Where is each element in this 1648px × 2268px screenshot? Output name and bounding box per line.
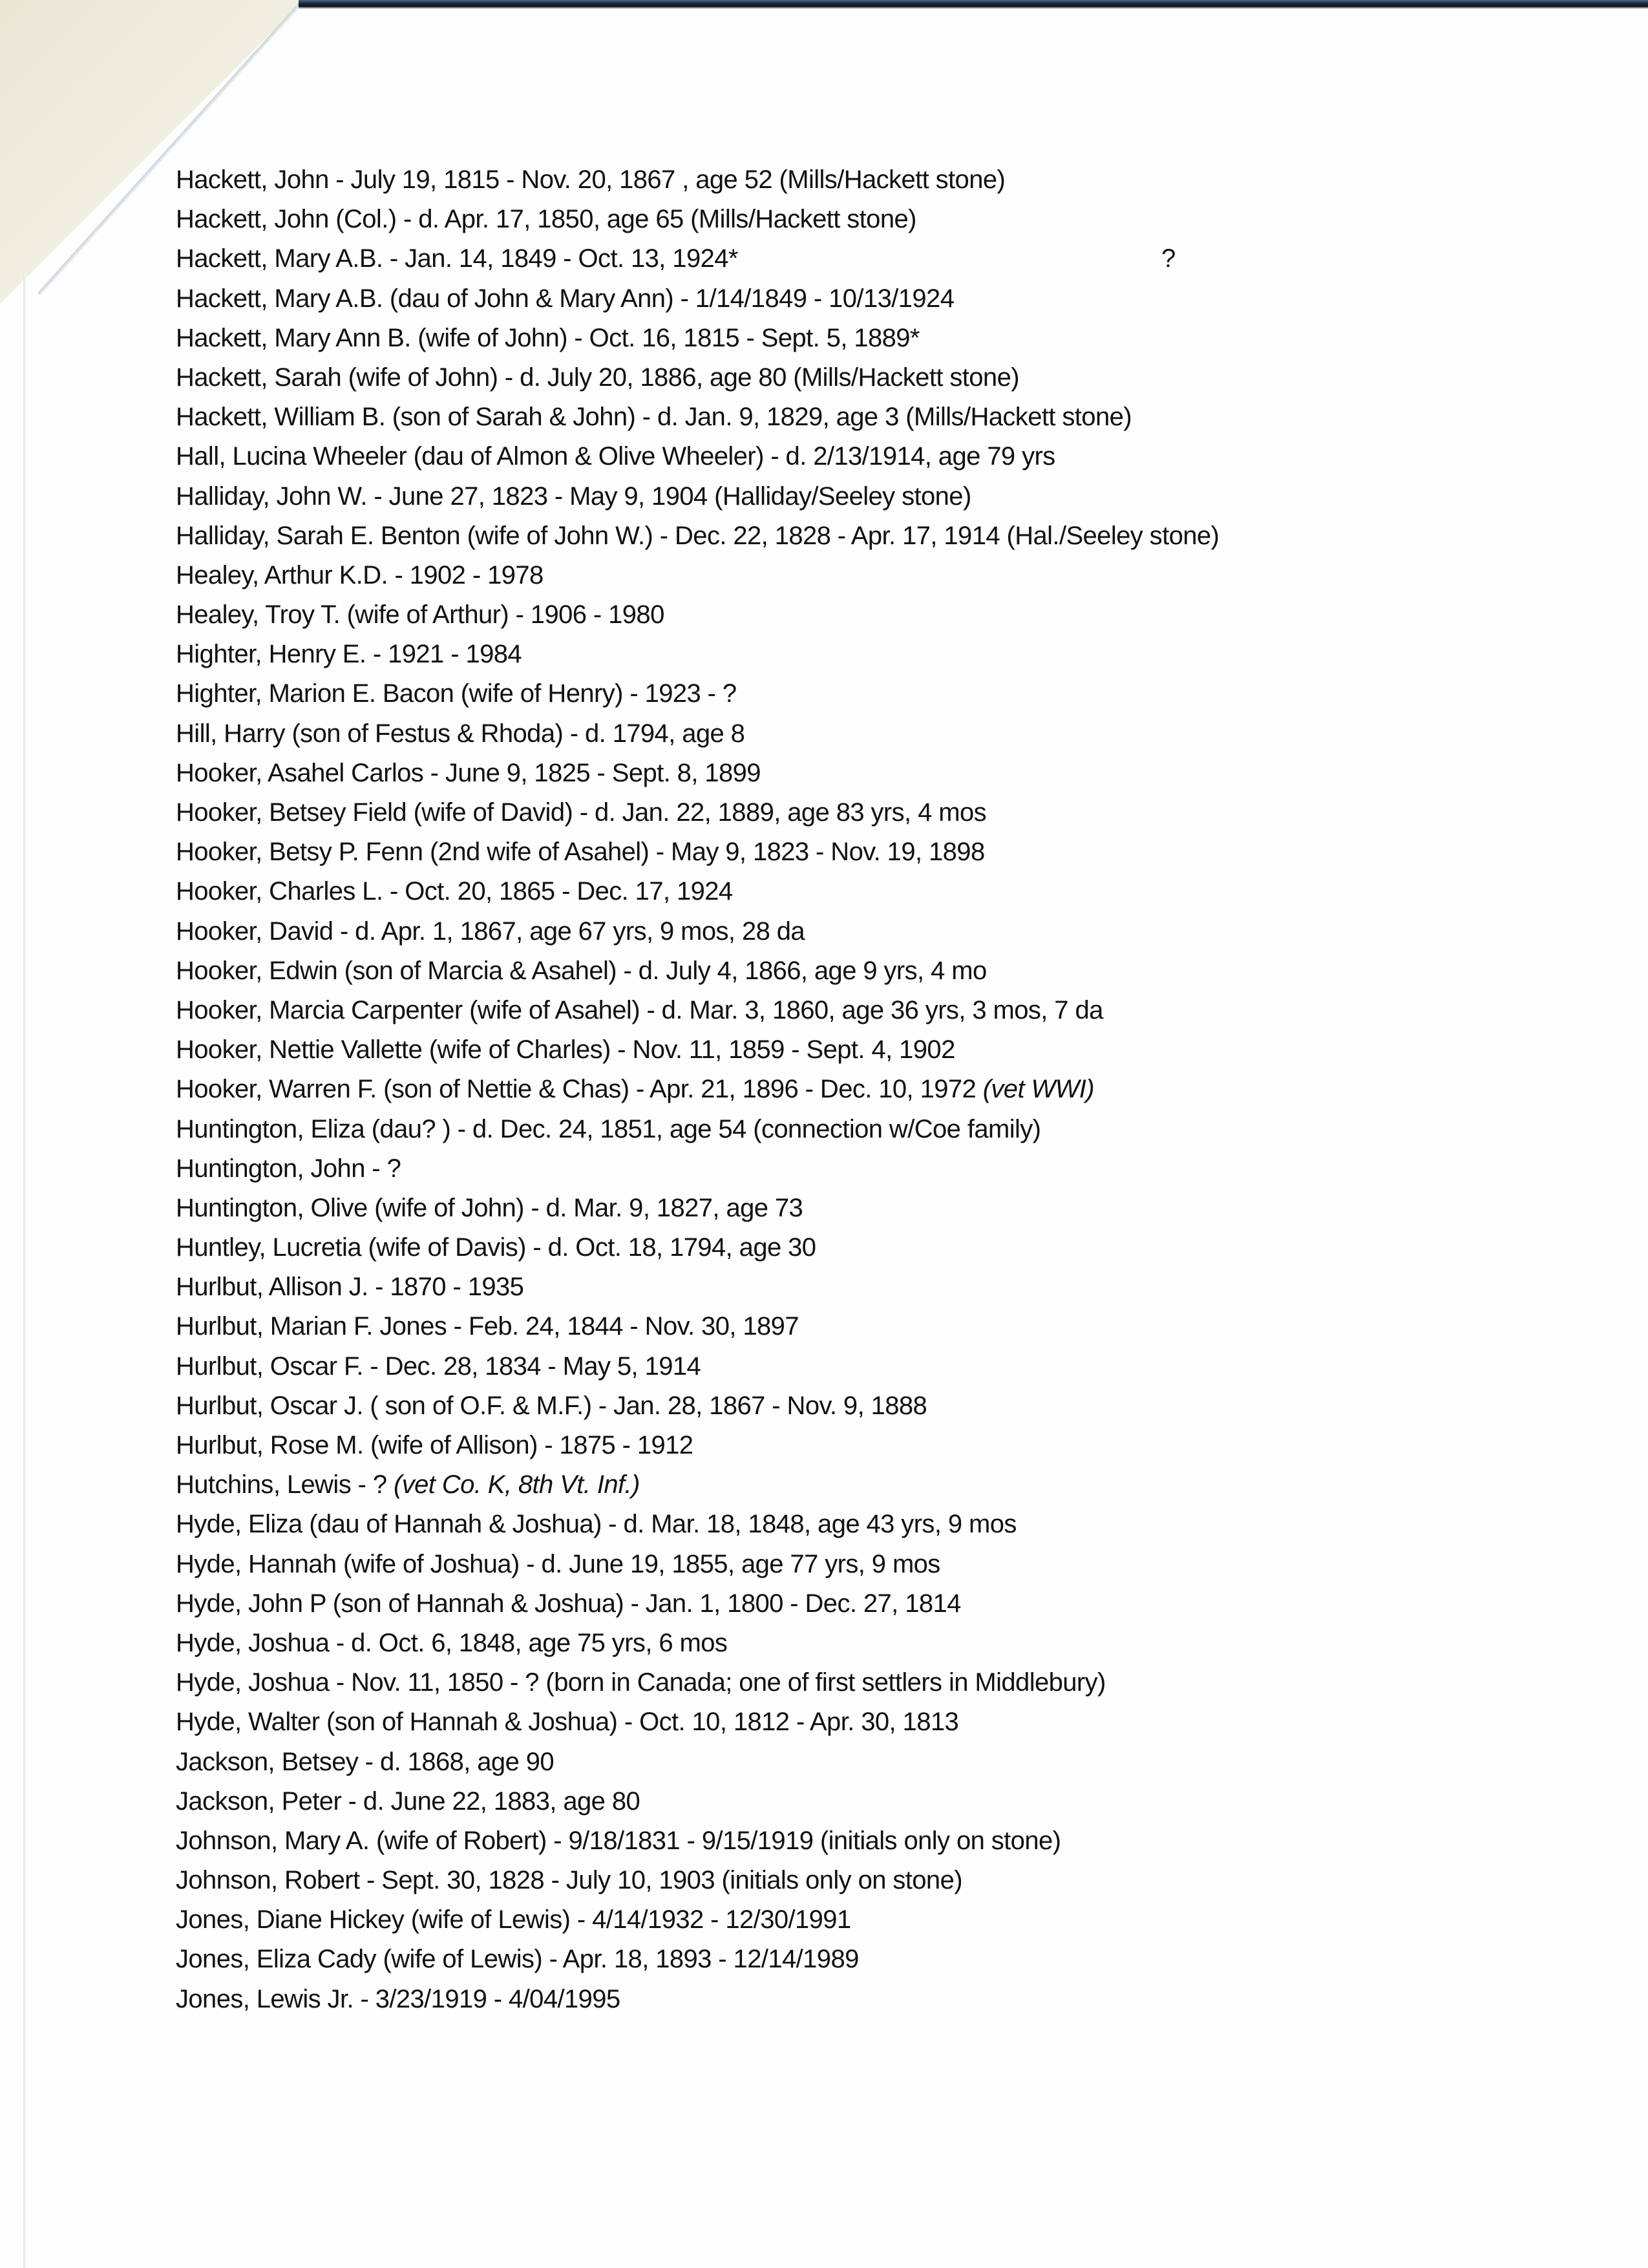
list-item <box>176 516 1598 556</box>
list-item <box>176 1347 1598 1386</box>
entry-text: Highter, Henry E. - 1921 - 1984 <box>176 640 522 669</box>
list-item <box>176 754 1598 793</box>
list-item <box>176 793 1598 832</box>
list-item <box>176 1900 1598 1940</box>
entry-text: Hooker, Betsey Field (wife of David) - d. Jan. 22, 1889, age 83 yrs, 4 mos <box>176 798 986 827</box>
list-item <box>176 358 1598 397</box>
list-item <box>176 1228 1598 1267</box>
list-item <box>176 1189 1598 1228</box>
entry-text: Hooker, Edwin (son of Marcia & Asahel) - d. July 4, 1866, age 9 yrs, 4 mo <box>176 956 987 985</box>
entry-text: Huntington, John - ? <box>176 1154 401 1183</box>
entry-text: Hurlbut, Marian F. Jones - Feb. 24, 1844 - Nov. 30, 1897 <box>176 1312 799 1341</box>
entry-text: Hutchins, Lewis - ? <box>176 1470 394 1500</box>
entry-text: Huntley, Lucretia (wife of Davis) - d. Oct. 18, 1794, age 30 <box>176 1233 816 1262</box>
list-item <box>176 1267 1598 1307</box>
list-item <box>176 477 1598 516</box>
list-item <box>176 674 1598 714</box>
list-item <box>176 1584 1598 1624</box>
list-item <box>176 1426 1598 1465</box>
entry-text: Healey, Troy T. (wife of Arthur) - 1906 - 1980 <box>176 600 664 630</box>
list-item <box>176 991 1598 1030</box>
list-item <box>176 1149 1598 1189</box>
entry-text: Jones, Eliza Cady (wife of Lewis) - Apr. 18, 1893 - 12/14/1989 <box>176 1945 859 1974</box>
entry-text: Hackett, John - July 19, 1815 - Nov. 20, 1867 , age 52 (Mills/Hackett stone) <box>176 165 1006 194</box>
entry-text: Johnson, Mary A. (wife of Robert) - 9/18/1831 - 9/15/1919 (initials only on stone) <box>176 1826 1061 1855</box>
list-item <box>176 279 1598 319</box>
entry-text: Johnson, Robert - Sept. 30, 1828 - July 10, 1903 (initials only on stone) <box>176 1866 962 1895</box>
entry-text: Huntington, Eliza (dau? ) - d. Dec. 24, 1851, age 54 (connection w/Coe family) <box>176 1114 1041 1143</box>
entry-text: Hackett, Mary A.B. - Jan. 14, 1849 - Oct. 13, 1924* <box>176 244 738 273</box>
entry-text: Hackett, Mary A.B. (dau of John & Mary Ann) - 1/14/1849 - 10/13/1924 <box>176 284 955 313</box>
entry-text: Hooker, Marcia Carpenter (wife of Asahel) - d. Mar. 3, 1860, age 36 yrs, 3 mos, 7 da <box>176 995 1103 1024</box>
entry-text: Hackett, Sarah (wife of John) - d. July 20, 1886, age 80 (Mills/Hackett stone) <box>176 363 1019 392</box>
list-item <box>176 1070 1598 1109</box>
list-item <box>176 951 1598 991</box>
list-item <box>176 595 1598 635</box>
entry-text: Jackson, Betsey - d. 1868, age 90 <box>176 1747 555 1776</box>
list-item <box>176 1307 1598 1346</box>
entry-text: Hooker, Asahel Carlos - June 9, 1825 - Sept. 8, 1899 <box>176 758 761 787</box>
entry-note: (vet WWI) <box>982 1075 1095 1104</box>
entry-text: Halliday, John W. - June 27, 1823 - May 9, 1904 (Halliday/Seeley stone) <box>176 482 971 511</box>
list-item <box>176 1663 1598 1702</box>
page-left-edge <box>23 271 26 2268</box>
list-item <box>176 1743 1598 1782</box>
list-item <box>176 1624 1598 1663</box>
entry-text: Hyde, Joshua - d. Oct. 6, 1848, age 75 yrs, 6 mos <box>176 1628 728 1657</box>
entry-text: Huntington, Olive (wife of John) - d. Mar. 9, 1827, age 73 <box>176 1193 803 1222</box>
entry-text: Hooker, Warren F. (son of Nettie & Chas) - Apr. 21, 1896 - Dec. 10, 1972 <box>176 1075 983 1104</box>
list-item <box>176 1980 1598 2019</box>
list-item <box>176 556 1598 595</box>
entry-text: Hurlbut, Oscar F. - Dec. 28, 1834 - May 5, 1914 <box>176 1351 701 1381</box>
list-item <box>176 160 1598 200</box>
entry-text: Healey, Arthur K.D. - 1902 - 1978 <box>176 560 544 589</box>
entry-text: Hackett, John (Col.) - d. Apr. 17, 1850, age 65 (Mills/Hackett stone) <box>176 205 916 234</box>
entry-note: (vet Co. K, 8th Vt. Inf.) <box>394 1470 640 1500</box>
list-item <box>176 1465 1598 1505</box>
entry-text: Hooker, Nettie Vallette (wife of Charles) - Nov. 11, 1859 - Sept. 4, 1902 <box>176 1035 955 1065</box>
entry-text: Hyde, John P (son of Hannah & Joshua) - Jan. 1, 1800 - Dec. 27, 1814 <box>176 1589 961 1618</box>
entry-text: Jones, Diane Hickey (wife of Lewis) - 4/14/1932 - 12/30/1991 <box>176 1905 851 1934</box>
entry-text: Hackett, Mary Ann B. (wife of John) - Oct. 16, 1815 - Sept. 5, 1889* <box>176 323 920 352</box>
list-item <box>176 319 1598 358</box>
entry-text: Hooker, David - d. Apr. 1, 1867, age 67 yrs, 9 mos, 28 da <box>176 917 805 946</box>
entry-text: Hyde, Hannah (wife of Joshua) - d. June 19, 1855, age 77 yrs, 9 mos <box>176 1549 940 1578</box>
list-item <box>176 1861 1598 1900</box>
list-item <box>176 1505 1598 1544</box>
entry-text: Hall, Lucina Wheeler (dau of Almon & Olive Wheeler) - d. 2/13/1914, age 79 yrs <box>176 442 1055 471</box>
margin-question-mark: ? <box>1161 244 1176 273</box>
list-item <box>176 1110 1598 1149</box>
list-item <box>176 1940 1598 1979</box>
entry-text: Halliday, Sarah E. Benton (wife of John W.) - Dec. 22, 1828 - Apr. 17, 1914 (Hal./Seeley stone) <box>176 521 1220 550</box>
entry-text: Hooker, Betsy P. Fenn (2nd wife of Asahel) - May 9, 1823 - Nov. 19, 1898 <box>176 838 985 867</box>
list-item <box>176 200 1598 239</box>
entry-text: Hurlbut, Rose M. (wife of Allison) - 1875 - 1912 <box>176 1431 693 1459</box>
list-item <box>176 872 1598 911</box>
entry-text: Hackett, William B. (son of Sarah & John) - d. Jan. 9, 1829, age 3 (Mills/Hackett stone) <box>176 403 1132 432</box>
list-item <box>176 1030 1598 1070</box>
entry-text: Hurlbut, Allison J. - 1870 - 1935 <box>176 1273 524 1302</box>
entry-text: Hurlbut, Oscar J. ( son of O.F. & M.F.) - Jan. 28, 1867 - Nov. 9, 1888 <box>176 1391 927 1420</box>
entry-text: Hill, Harry (son of Festus & Rhoda) - d. 1794, age 8 <box>176 719 745 748</box>
list-item <box>176 912 1598 951</box>
entry-text: Hyde, Walter (son of Hannah & Joshua) - Oct. 10, 1812 - Apr. 30, 1813 <box>176 1708 959 1737</box>
page-top-edge <box>299 0 1648 9</box>
burial-list <box>176 160 1598 2019</box>
entry-text: Jones, Lewis Jr. - 3/23/1919 - 4/04/1995 <box>176 1984 620 2013</box>
entry-text: Highter, Marion E. Bacon (wife of Henry) - 1923 - ? <box>176 679 737 708</box>
list-item <box>176 832 1598 872</box>
list-item <box>176 635 1598 674</box>
list-item <box>176 437 1598 476</box>
list-item <box>176 1821 1598 1861</box>
list-item <box>176 397 1598 437</box>
list-item <box>176 1782 1598 1821</box>
list-item <box>176 1702 1598 1742</box>
list-item <box>176 714 1598 754</box>
list-item <box>176 239 1598 279</box>
entry-text: Hooker, Charles L. - Oct. 20, 1865 - Dec. 17, 1924 <box>176 877 733 906</box>
entry-text: Jackson, Peter - d. June 22, 1883, age 80 <box>176 1786 640 1816</box>
entry-text: Hyde, Eliza (dau of Hannah & Joshua) - d. Mar. 18, 1848, age 43 yrs, 9 mos <box>176 1510 1017 1539</box>
entry-text: Hyde, Joshua - Nov. 11, 1850 - ? (born in Canada; one of first settlers in Middlebury) <box>176 1668 1106 1697</box>
list-item <box>176 1386 1598 1426</box>
list-item <box>176 1545 1598 1584</box>
